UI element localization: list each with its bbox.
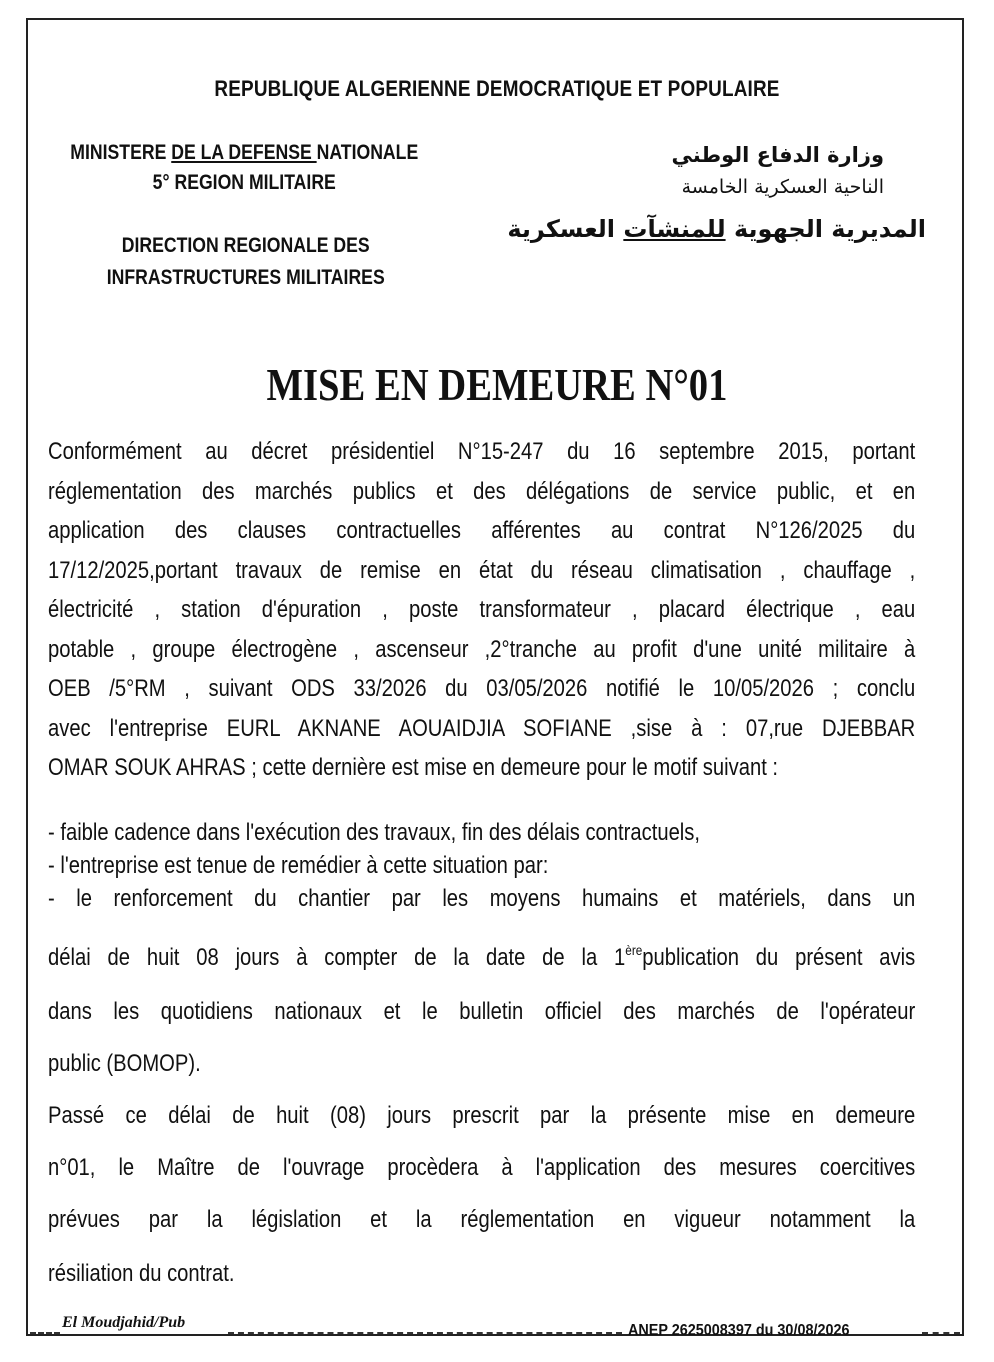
direction-line-2: INFRASTRUCTURES MILITAIRES bbox=[106, 266, 385, 289]
french-ministry-block bbox=[54, 138, 435, 198]
arabic-ministry: وزارة الدفاع الوطني bbox=[671, 143, 884, 167]
measures-list bbox=[48, 816, 915, 1096]
paragraph-line: prévues par la législation et la réglementation en vigueur notamment la bbox=[48, 1206, 916, 1233]
republic-header: REPUBLIQUE ALGERIENNE DEMOCRATIQUE ET POPULAIRE bbox=[214, 76, 780, 101]
paragraph-line: électricité , station d'épuration , poste transformateur , placard électrique , eau bbox=[48, 596, 916, 623]
paragraph-line: OEB /5°RM , suivant ODS 33/2026 du 03/05/2026 notifié le 10/05/2026 ; conclu bbox=[48, 675, 916, 702]
ministry-line: MINISTERE DE LA DEFENSE NATIONALE bbox=[70, 141, 419, 164]
paragraph-line: OMAR SOUK AHRAS ; cette dernière est mise en demeure pour le motif suivant : bbox=[48, 754, 779, 781]
footer-rule-middle bbox=[228, 1332, 622, 1334]
publisher-credit: El Moudjahid/Pub bbox=[62, 1314, 186, 1331]
anep-reference: ANEP 2625008397 du 30/08/2026 bbox=[628, 1322, 850, 1339]
main-paragraph bbox=[48, 432, 915, 788]
paragraph-line: n°01, le Maître de l'ouvrage procèdera à l'application des mesures coercitives bbox=[48, 1154, 916, 1181]
list-item: public (BOMOP). bbox=[48, 1050, 201, 1077]
paragraph-line: potable , groupe électrogène , ascenseur ,2°tranche au profit d'une unité militaire à bbox=[48, 635, 916, 663]
region-line: 5° REGION MILITAIRE bbox=[152, 171, 336, 194]
paragraph-line: Conformément au décret présidentiel N°15-247 du 16 septembre 2015, portant bbox=[48, 438, 916, 465]
list-item: délai de huit 08 jours à compter de la date de la 1èrepublication du présent avis bbox=[48, 942, 916, 971]
closing-paragraph bbox=[48, 1096, 915, 1306]
footer-rule-left bbox=[30, 1332, 60, 1334]
arabic-direction: المديرية الجهوية للمنشآت العسكرية bbox=[507, 215, 926, 243]
list-item: - le renforcement du chantier par les moyens humains et matériels, dans un bbox=[48, 885, 916, 912]
list-item: dans les quotidiens nationaux et le bulletin officiel des marchés de l'opérateur bbox=[48, 998, 916, 1025]
list-item: - l'entreprise est tenue de remédier à cette situation par: bbox=[48, 852, 549, 879]
footer-rule-right bbox=[922, 1332, 960, 1334]
paragraph-line: réglementation des marchés publics et des délégations de service public, et en bbox=[48, 477, 916, 505]
document-frame bbox=[26, 18, 964, 1336]
paragraph-line: application des clauses contractuelles afférentes au contrat N°126/2025 du bbox=[48, 517, 916, 544]
french-direction-block bbox=[92, 230, 399, 294]
ministry-underlined: DE LA DEFENSE bbox=[171, 141, 317, 164]
list-item: - faible cadence dans l'exécution des travaux, fin des délais contractuels, bbox=[48, 819, 701, 846]
paragraph-line: résiliation du contrat. bbox=[48, 1260, 235, 1287]
paragraph-line: Passé ce délai de huit (08) jours prescrit par la présente mise en demeure bbox=[48, 1102, 916, 1129]
paragraph-line: 17/12/2025,portant travaux de remise en état du réseau climatisation , chauffage , bbox=[48, 556, 916, 584]
direction-line-1: DIRECTION REGIONALE DES bbox=[121, 234, 370, 257]
arabic-region: الناحية العسكرية الخامسة bbox=[681, 176, 884, 198]
document-title: MISE EN DEMEURE N°01 bbox=[266, 359, 728, 410]
paragraph-line: avec l'entreprise EURL AKNANE AOUAIDJIA SOFIANE ,sise à : 07,rue DJEBBAR bbox=[48, 714, 916, 742]
